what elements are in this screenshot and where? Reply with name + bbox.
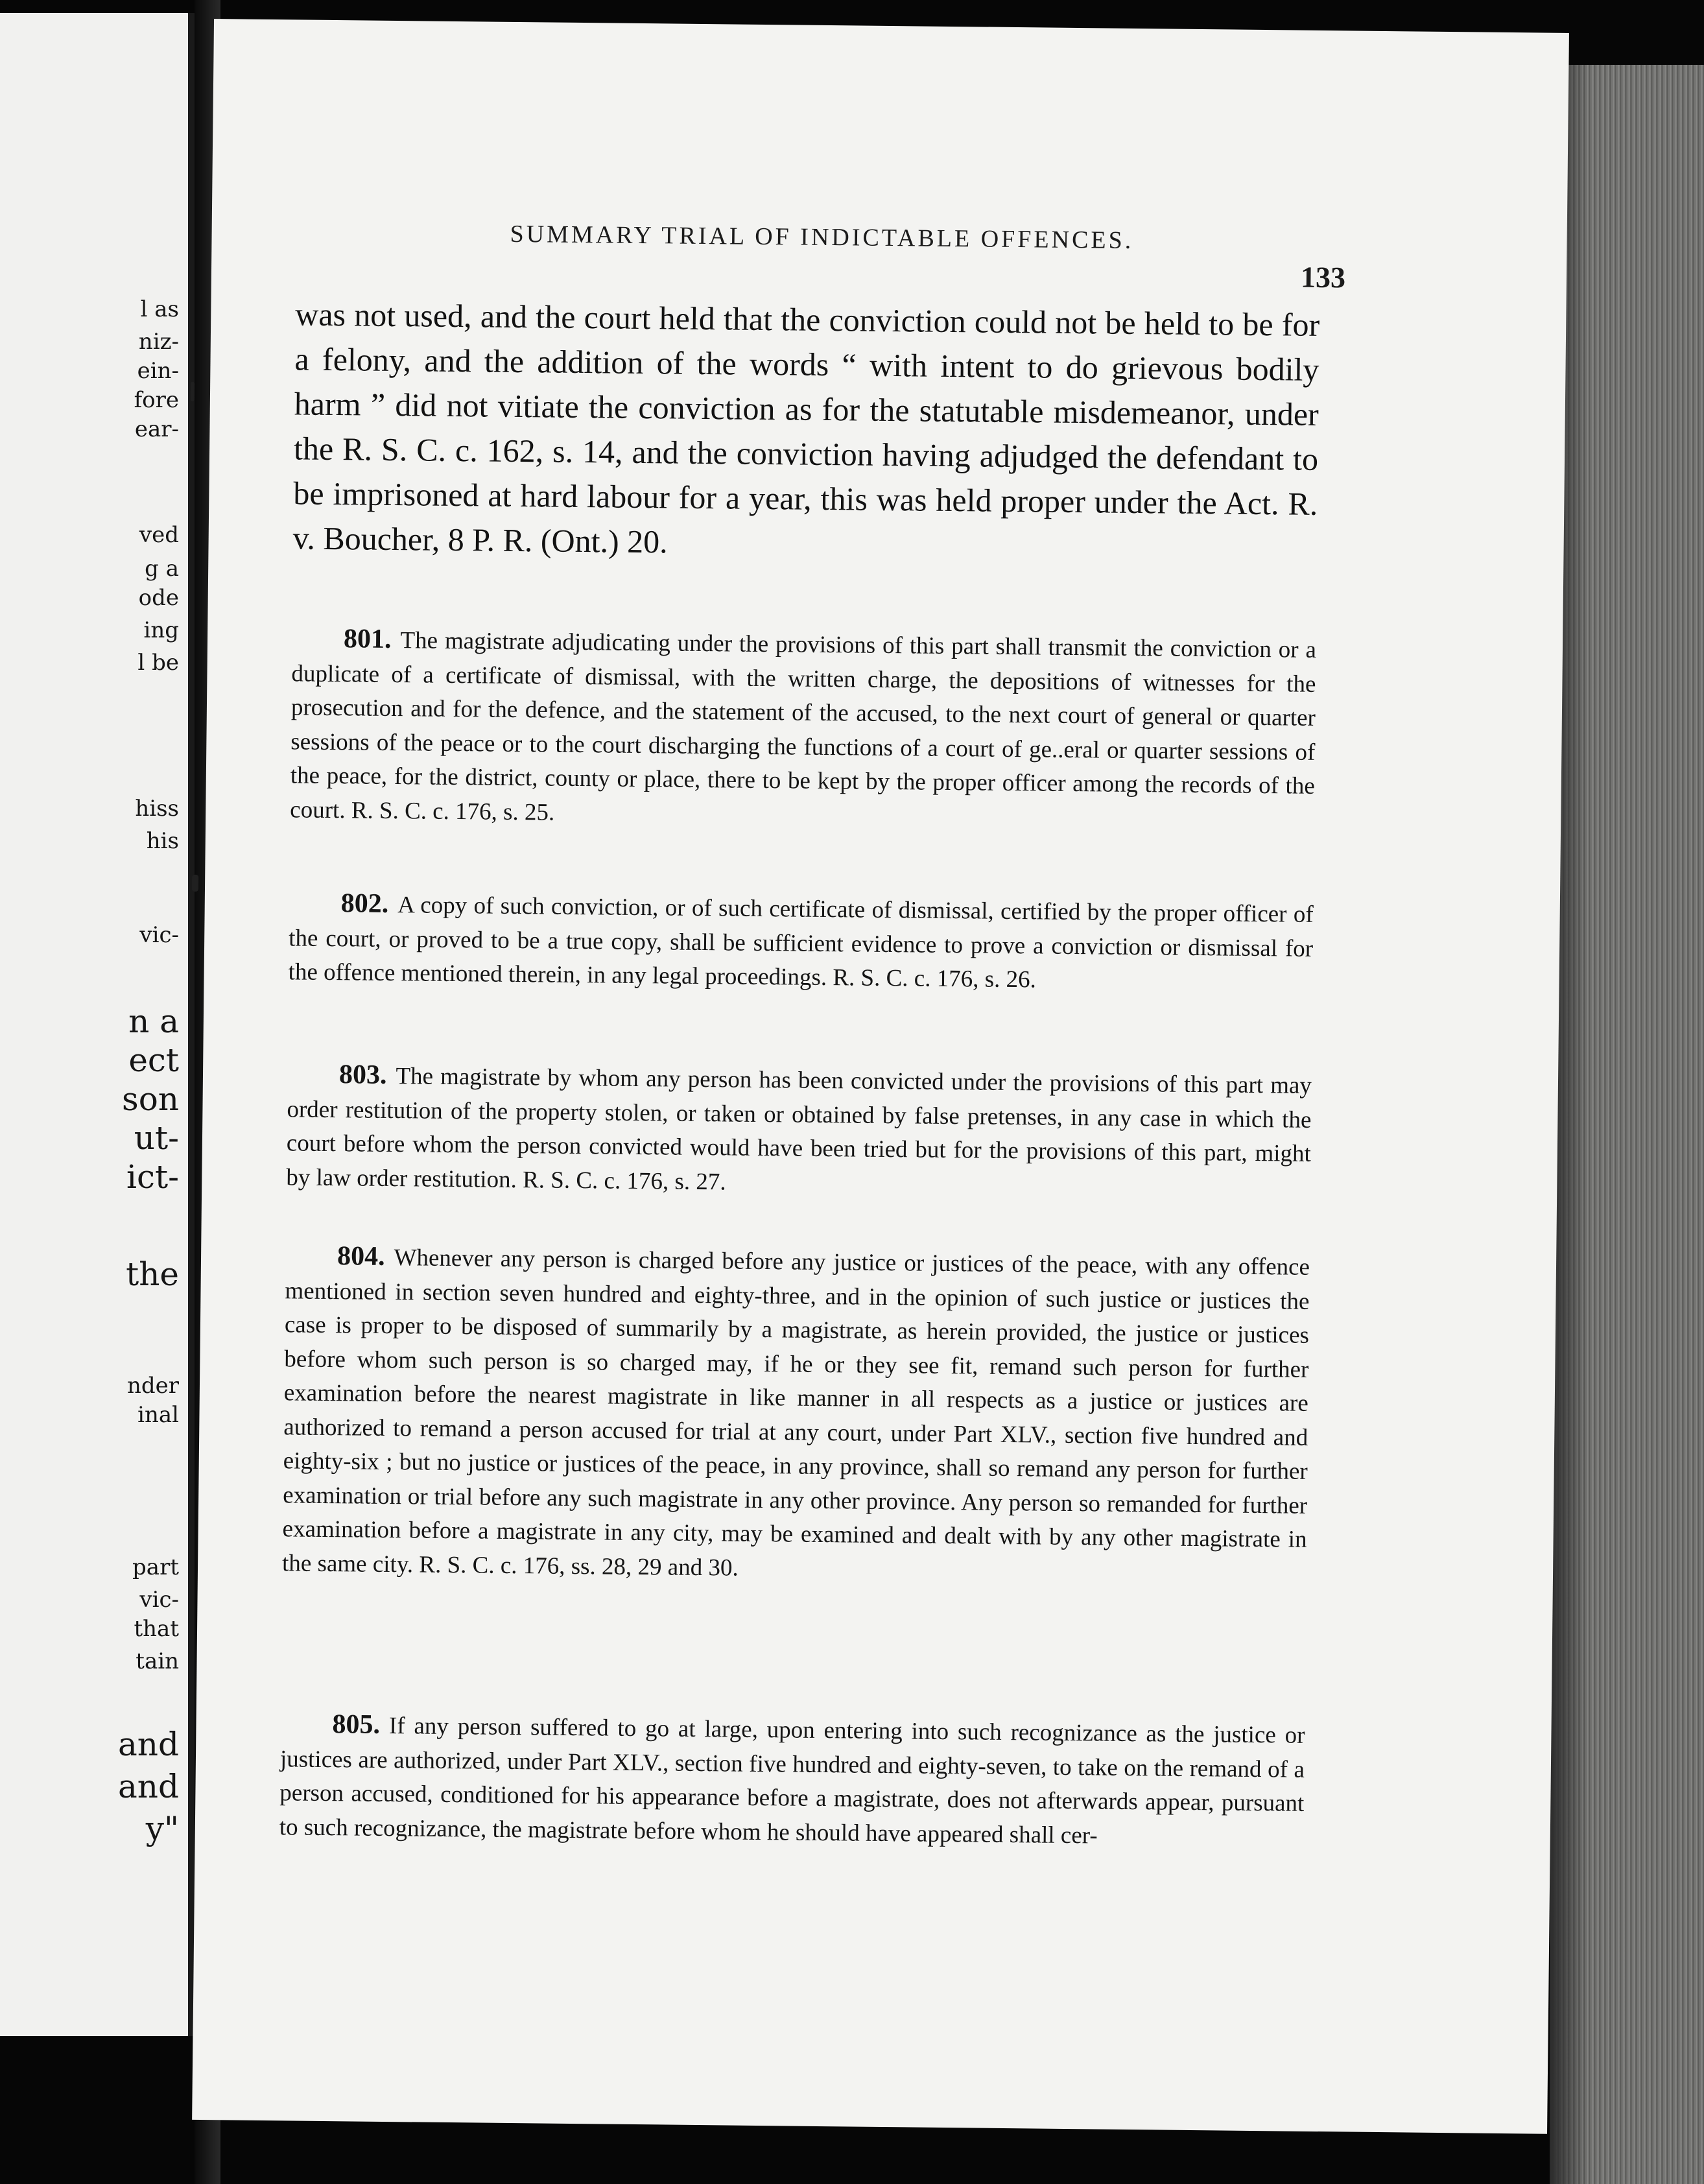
left-page-fragment: l be — [137, 650, 179, 676]
section-number: 805. — [332, 1709, 381, 1740]
left-page-fragment: son — [122, 1080, 179, 1118]
section-number: 801. — [343, 624, 392, 654]
left-page-fragment: inal — [137, 1402, 179, 1428]
section-803 — [286, 1057, 1312, 1205]
left-page-fragment: his — [146, 828, 179, 854]
lead-paragraph: was not used, and the court held that the conviction could not be held to be for a felony, and the addition of the words “ with intent to do grievous bodily harm ” did not vitiate the conviction as for the statutable misdemeanor, under the R. S. C. c. 162, s. 14, and the conviction having adjudged the defendant to be imprisoned at hard labour for a year, this was held proper under the Act. R. v. Boucher, 8 P. R. (Ont.) 20. — [292, 296, 1320, 560]
left-page-fragment: vic- — [139, 922, 179, 948]
left-page-fragment: l as — [140, 296, 179, 322]
section-number: 803. — [338, 1060, 387, 1090]
left-page-fragment: tain — [136, 1648, 179, 1674]
section-804 — [282, 1239, 1310, 1591]
section-text: Whenever any person is charged before any justice or justices of the peace, with any offence mentioned in section seven hundred and eighty-three, and in the opinion of such justice or justices the case is proper to be disposed of summarily by a magistrate, as herein provided, the justice or justices before whom such person is so charged may, if he or they see fit, remand such person for further examination before the nearest magistrate in like manner in all respects as a justice or justices are authorized to remand a person accused for trial at any court, under Part XLV., section five hundred and eighty-six ; but no justice or justices of the peace, in any province, shall so remand any person for further examination or trial before any such magistrate in any other province. Any person so remanded for further examination before a magistrate in any city, may be examined and dealt with by any other magistrate in the same city. R. S. C. c. 176, ss. 28, 29 and 30. — [281, 1244, 1310, 1582]
left-page-fragment: vic- — [139, 1587, 179, 1613]
page-number: 133 — [1300, 260, 1346, 294]
left-page-fragment: g a — [145, 556, 179, 582]
section-text: The magistrate adjudicating under the provisions of this part shall transmit the conviction or a duplicate of a certificate of dismissal, with the written charge, the depositions of witnesses for the prosecution and for the defence, and the statement of the accused, to the next court of general or quarter sessions of the peace or to the court discharging the functions of a court of ge..eral or quarter sessions of the peace, for the district, county or place, there to be kept by the proper officer among the records of the court. R. S. C. c. 176, s. 25. — [290, 627, 1317, 826]
section-801 — [290, 621, 1316, 838]
section-number: 802. — [340, 888, 389, 919]
left-page-fragment: part — [132, 1554, 179, 1580]
section-text: If any person suffered to go at large, upon entering into such recognizance as the justice or justices are authorized, under Part XLV., section five hundred and eighty-seven, to take on the remand of a person accused, conditioned for his appearance before a magistrate, does not afterwards appear, pursuant to such recognizance, the magistrate before whom he should have appeared shall cer- — [279, 1713, 1305, 1849]
left-page-fragment: niz- — [138, 329, 179, 355]
left-page-fragment: ear- — [134, 416, 179, 442]
left-page-fragment: ect — [128, 1041, 179, 1079]
left-page-fragment: ode — [138, 585, 179, 611]
left-page-fragment: ved — [139, 522, 179, 548]
left-page-fragment: fore — [134, 387, 179, 413]
scan-speck — [192, 875, 198, 892]
left-page-fragment: y" — [145, 1810, 179, 1847]
running-head: SUMMARY TRIAL OF INDICTABLE OFFENCES. — [510, 220, 1134, 254]
section-805 — [279, 1707, 1305, 1855]
left-page-fragment: nder — [126, 1373, 179, 1399]
left-page-fragment: ein- — [137, 358, 179, 384]
scan-speck — [191, 382, 195, 401]
left-page-fragment: and — [117, 1768, 179, 1805]
left-page-fragment: n a — [128, 1003, 179, 1040]
left-page-fragment: the — [126, 1255, 179, 1293]
section-text: The magistrate by whom any person has been convicted under the provisions of this part may order restitution of the property stolen, or taken or obtained by false pretenses, in any case in which the court before whom the person convicted would have been tried but for the provisions of this part, might by law order restitution. R. S. C. c. 176, s. 27. — [286, 1063, 1312, 1195]
section-text: A copy of such conviction, or of such certificate of dismissal, certified by the proper officer of the court, or proved to be a true copy, shall be sufficient evidence to prove a conviction or dismissal for the offence mentioned therein, in any legal proceedings. R. S. C. c. 176, s. 26. — [288, 892, 1314, 993]
left-page-fragment: ing — [143, 617, 179, 643]
section-number: 804. — [337, 1241, 385, 1272]
main-page — [192, 19, 1569, 2134]
section-802 — [288, 886, 1314, 1000]
left-page-fragment: ict- — [126, 1158, 179, 1196]
left-page-fragment: and — [117, 1726, 179, 1763]
left-page-fragment: that — [134, 1616, 179, 1642]
left-page-fragment: ut- — [134, 1119, 179, 1157]
left-page-fragment: hiss — [135, 796, 179, 822]
left-facing-page — [0, 13, 195, 2036]
